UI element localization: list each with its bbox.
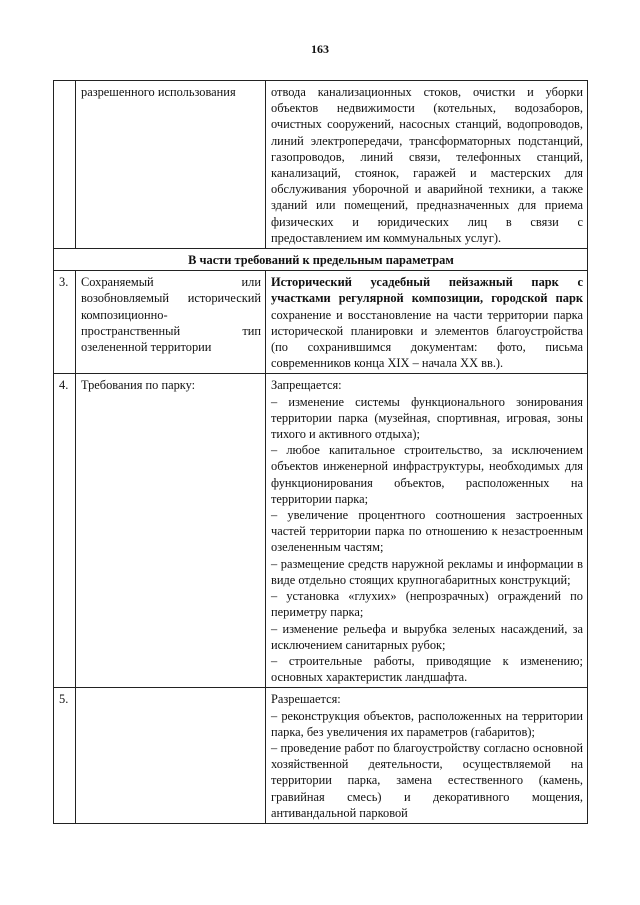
park-type-text: сохранение и восстановление на части территории парка исторической планировки и элементов благоустройства (по сохранившимся документам: фото, письма современников конца XIX – начала XX вв.).	[271, 307, 583, 371]
list-item: – установка «глухих» (непрозрачных) ограждений по периметру парка;	[271, 589, 583, 620]
list-item: – увеличение процентного соотношения застроенных частей территории парка по отношению к незастроенным озелененным частям;	[271, 508, 583, 555]
description-cell: отвода канализационных стоков, очистки и уборки объектов недвижимости (котельных, водозаборов, очистных сооружений, насосных станций, водопроводов, линий электропередачи, трансформаторных подстанций, газопроводов, линий связи, телефонных станций, канализаций, стоянок, гаражей и мастерских для обслуживания уборочной и аварийной техники, а также зданий или помещений, предназначенных для приема физических и юридических лиц в связи с предоставлением им коммунальных услуг).	[266, 81, 588, 249]
page-number: 163	[311, 42, 329, 56]
description-cell	[266, 374, 588, 688]
description-cell	[266, 688, 588, 824]
table-row	[54, 271, 588, 374]
prohibited-heading: Запрещается:	[271, 378, 342, 393]
table-row	[54, 688, 588, 824]
requirement-cell: разрешенного использования	[76, 81, 266, 249]
table-row	[54, 374, 588, 688]
requirement-cell	[76, 688, 266, 824]
list-item: – размещение средств наружной рекламы и информации в виде отдельно стоящих крупногабаритных конструкций;	[271, 556, 583, 587]
list-item: – изменение системы функционального зонирования территории парка (музейная, спортивная, игровая, зоны тихого и активного отдыха);	[271, 394, 583, 442]
description-cell	[266, 271, 588, 374]
section-header: В части требований к предельным параметрам	[54, 249, 588, 271]
row-number: 4.	[54, 374, 76, 688]
section-header-row	[54, 249, 588, 271]
requirement-cell: Требования по парку:	[76, 374, 266, 688]
regulations-table	[53, 80, 588, 824]
row-number: 3.	[54, 271, 76, 374]
list-item: – строительные работы, приводящие к изменению; основных характеристик ландшафта.	[271, 653, 583, 685]
park-type-heading: Исторический усадебный пейзажный парк с участками регулярной композиции, городской парк	[271, 275, 583, 306]
table-row	[54, 81, 588, 249]
list-item: – изменение рельефа и вырубка зеленых насаждений, за исключением санитарных рубок;	[271, 621, 583, 652]
row-number	[54, 81, 76, 249]
row-number: 5.	[54, 688, 76, 824]
list-item: – реконструкция объектов, расположенных на территории парка, без увеличения их параметров (габаритов);	[271, 708, 583, 739]
requirement-cell: Сохраняемый или возобновляемый исторический композиционно-пространственный тип озелененной территории	[76, 271, 266, 374]
list-item: – любое капитальное строительство, за исключением объектов инженерной инфраструктуры, необходимых для функционирования объектов, расположенных на территории парка;	[271, 443, 583, 506]
list-item: – проведение работ по благоустройству согласно основной хозяйственной деятельности, осуществляемой на территории парка, замена естественного (камень, гравийная смесь) и декоративного мощения, антивандальной парковой	[271, 740, 583, 820]
permitted-heading: Разрешается:	[271, 692, 341, 707]
